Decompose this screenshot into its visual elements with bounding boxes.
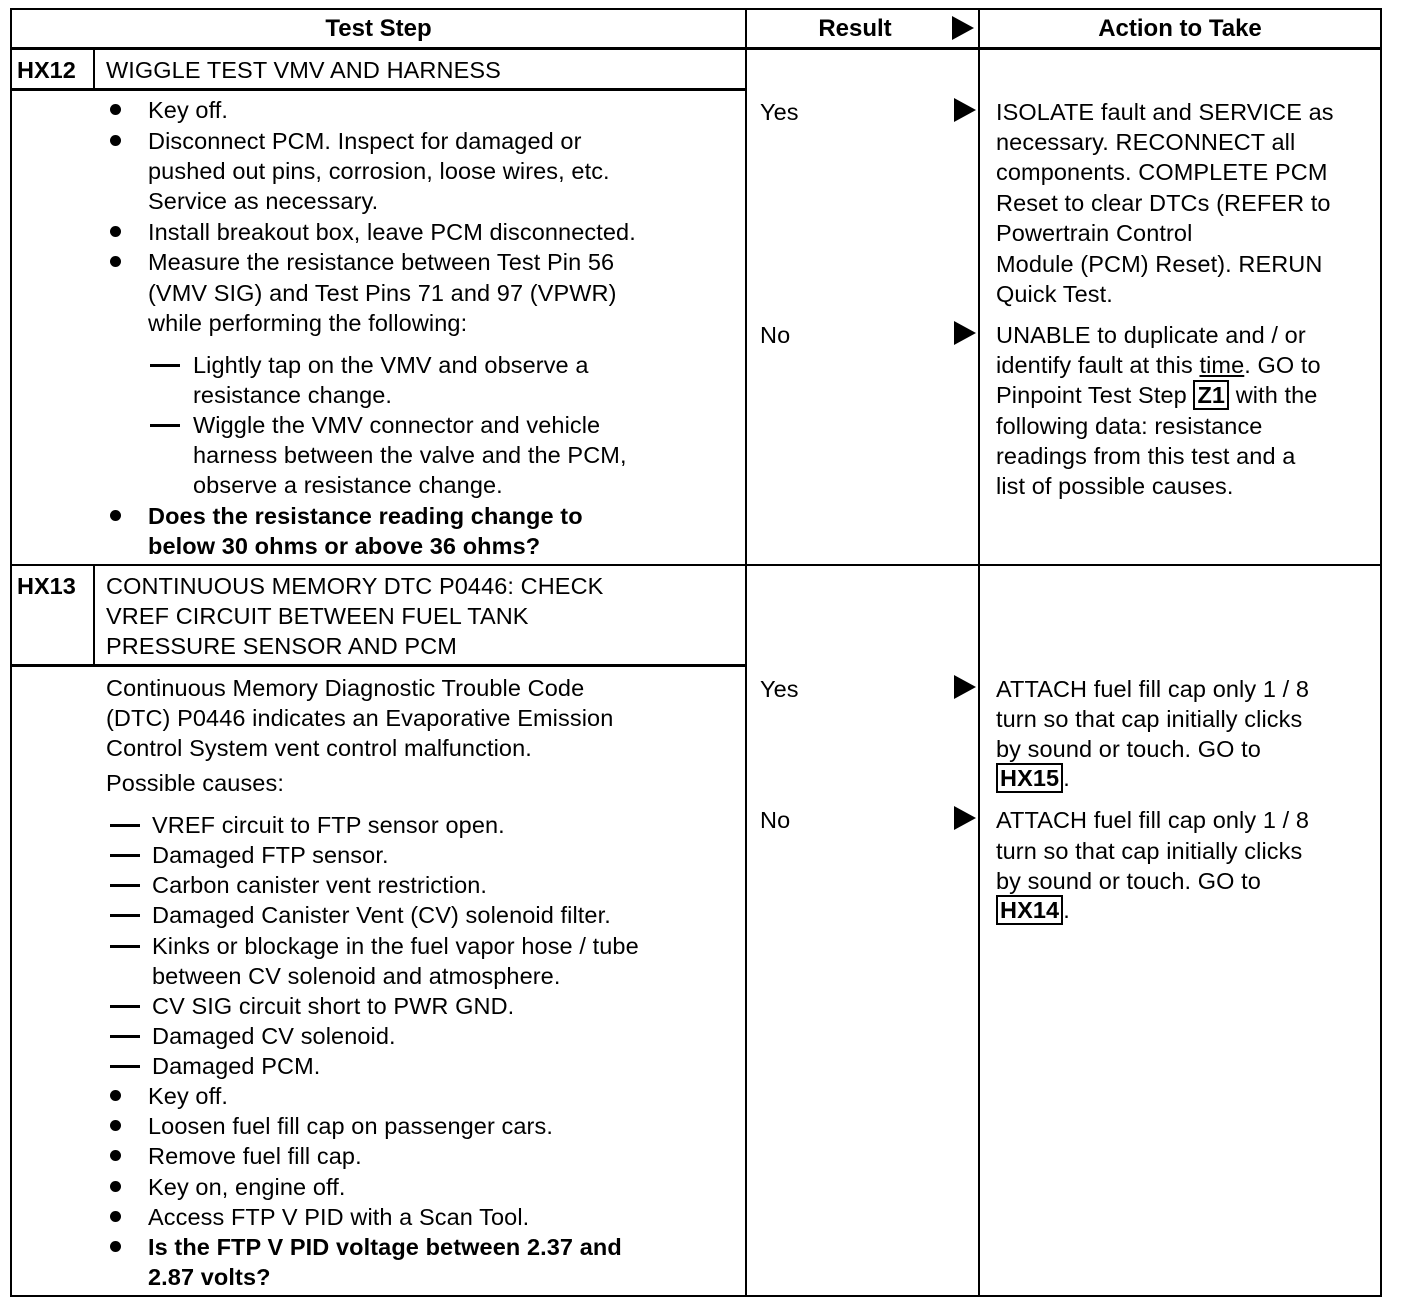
- hx12-action-yes: components. COMPLETE PCM: [996, 159, 1328, 185]
- hx13-question: 2.87 volts?: [148, 1264, 271, 1290]
- step-title-hx12: WIGGLE TEST VMV AND HARNESS: [106, 57, 501, 83]
- header-result: Result: [818, 15, 892, 42]
- hx12-action-yes: ISOLATE fault and SERVICE as: [996, 99, 1334, 125]
- dash-icon: [150, 424, 180, 427]
- step-title-hx13: VREF CIRCUIT BETWEEN FUEL TANK: [106, 603, 529, 629]
- arrow-icon: [954, 321, 976, 345]
- dash-icon: [110, 945, 140, 948]
- step-title-hx13: CONTINUOUS MEMORY DTC P0446: CHECK: [106, 573, 604, 599]
- bullet-icon: [110, 256, 121, 267]
- hx13-result-yes: Yes: [760, 676, 799, 702]
- col-divider-result: [745, 8, 747, 1297]
- hx13-intro: Continuous Memory Diagnostic Trouble Code: [106, 675, 585, 701]
- arrow-icon: [954, 806, 976, 830]
- header-arrow-icon: [952, 16, 974, 40]
- hx12-action-no: readings from this test and a: [996, 443, 1296, 469]
- bullet-icon: [110, 104, 121, 115]
- hx13-action-yes: ATTACH fuel fill cap only 1 / 8: [996, 676, 1310, 702]
- hx13-cause: VREF circuit to FTP sensor open.: [152, 812, 505, 838]
- hx12-action-yes: Powertrain Control: [996, 220, 1193, 246]
- hx13-intro: Control System vent control malfunction.: [106, 735, 532, 761]
- bullet-icon: [110, 1241, 121, 1252]
- hx12-result-no: No: [760, 322, 791, 348]
- hx13-cause: Damaged Canister Vent (CV) solenoid filter.: [152, 902, 611, 928]
- bullet-icon: [110, 1181, 121, 1192]
- step-ref-hx14[interactable]: HX14: [996, 895, 1063, 925]
- hx13-step: Remove fuel fill cap.: [148, 1143, 362, 1169]
- hx12-line: Disconnect PCM. Inspect for damaged or: [148, 128, 582, 154]
- header-action: Action to Take: [1098, 15, 1262, 42]
- hx13-step: Key off.: [148, 1083, 229, 1109]
- table-border-right: [1380, 8, 1382, 1297]
- hx13-action-no: turn so that cap initially clicks: [996, 838, 1303, 864]
- hx13-id-divider: [93, 566, 95, 666]
- hx12-action-no: identify fault at this time. GO to: [996, 352, 1321, 378]
- hx12-action-yes: Module (PCM) Reset). RERUN: [996, 251, 1323, 277]
- hx13-cause: Carbon canister vent restriction.: [152, 872, 488, 898]
- step-ref-hx15[interactable]: HX15: [996, 763, 1063, 793]
- hx13-action-yes: HX15 .: [996, 763, 1070, 793]
- bullet-icon: [110, 510, 121, 521]
- hx12-id-divider: [93, 50, 95, 90]
- hx12-question: Does the resistance reading change to: [148, 503, 583, 529]
- bullet-icon: [110, 1120, 121, 1131]
- hx13-action-no: by sound or touch. GO to: [996, 868, 1261, 894]
- hx13-cause: Kinks or blockage in the fuel vapor hose / tube: [152, 933, 639, 959]
- dash-icon: [110, 1035, 140, 1038]
- hx13-result-no: No: [760, 807, 791, 833]
- dash-icon: [110, 824, 140, 827]
- dash-icon: [110, 914, 140, 917]
- hx13-action-yes: turn so that cap initially clicks: [996, 706, 1303, 732]
- dash-icon: [110, 854, 140, 857]
- hx12-line: Key off.: [148, 97, 229, 123]
- hx13-action-yes: by sound or touch. GO to: [996, 736, 1261, 762]
- hx13-cause: CV SIG circuit short to PWR GND.: [152, 993, 515, 1019]
- step-id-hx12: HX12: [17, 57, 76, 83]
- hx12-result-yes: Yes: [760, 99, 799, 125]
- dash-icon: [110, 1065, 140, 1068]
- hx13-cause: between CV solenoid and atmosphere.: [152, 963, 561, 989]
- bullet-icon: [110, 1211, 121, 1222]
- hx12-action-no: following data: resistance: [996, 413, 1263, 439]
- hx12-action-yes: necessary. RECONNECT all: [996, 129, 1296, 155]
- hx12-line: Lightly tap on the VMV and observe a: [193, 352, 589, 378]
- hx12-action-no: list of possible causes.: [996, 473, 1234, 499]
- hx13-step: Loosen fuel fill cap on passenger cars.: [148, 1113, 553, 1139]
- hx13-cause: Damaged FTP sensor.: [152, 842, 389, 868]
- hx12-action-yes: Quick Test.: [996, 281, 1113, 307]
- hx12-action-yes: Reset to clear DTCs (REFER to: [996, 190, 1331, 216]
- hx13-intro: (DTC) P0446 indicates an Evaporative Emission: [106, 705, 614, 731]
- hx13-action-no: ATTACH fuel fill cap only 1 / 8: [996, 807, 1310, 833]
- hx12-line: Wiggle the VMV connector and vehicle: [193, 412, 601, 438]
- table-border-bottom: [10, 1295, 1382, 1297]
- hx12-line: while performing the following:: [148, 310, 468, 336]
- hx12-line: (VMV SIG) and Test Pins 71 and 97 (VPWR): [148, 280, 617, 306]
- row-rule-hx13: [10, 564, 1382, 566]
- dash-icon: [150, 364, 180, 367]
- hx12-title-rule: [10, 88, 747, 91]
- table-border-top: [10, 8, 1382, 10]
- hx12-line: observe a resistance change.: [193, 472, 503, 498]
- dash-icon: [110, 1005, 140, 1008]
- hx13-action-no: HX14 .: [996, 895, 1070, 925]
- col-divider-action: [978, 8, 980, 1297]
- bullet-icon: [110, 226, 121, 237]
- hx12-line: resistance change.: [193, 382, 393, 408]
- step-title-hx13: PRESSURE SENSOR AND PCM: [106, 633, 457, 659]
- arrow-icon: [954, 675, 976, 699]
- hx12-line: Install breakout box, leave PCM disconnected.: [148, 219, 636, 245]
- hx12-line: pushed out pins, corrosion, loose wires, etc.: [148, 158, 610, 184]
- bullet-icon: [110, 1090, 121, 1101]
- hx12-line: Service as necessary.: [148, 188, 379, 214]
- hx13-title-rule: [10, 664, 747, 667]
- arrow-icon: [954, 98, 976, 122]
- hx13-step: Access FTP V PID with a Scan Tool.: [148, 1204, 530, 1230]
- header-test-step: Test Step: [325, 15, 432, 42]
- hx12-line: harness between the valve and the PCM,: [193, 442, 627, 468]
- hx13-cause: Damaged PCM.: [152, 1053, 321, 1079]
- hx13-question: Is the FTP V PID voltage between 2.37 and: [148, 1234, 622, 1260]
- hx12-action-no: Pinpoint Test Step Z1 with the: [996, 382, 1318, 408]
- hx13-cause: Damaged CV solenoid.: [152, 1023, 396, 1049]
- bullet-icon: [110, 1150, 121, 1161]
- header-rule: [10, 47, 1382, 50]
- bullet-icon: [110, 135, 121, 146]
- hx12-line: Measure the resistance between Test Pin 56: [148, 249, 615, 275]
- hx13-step: Key on, engine off.: [148, 1174, 346, 1200]
- step-id-hx13: HX13: [17, 573, 76, 599]
- step-ref-z1[interactable]: Z1: [1193, 380, 1229, 410]
- hx13-possible-causes-label: Possible causes:: [106, 770, 284, 796]
- dash-icon: [110, 884, 140, 887]
- hx12-question: below 30 ohms or above 36 ohms?: [148, 533, 541, 559]
- hx12-action-no: UNABLE to duplicate and / or: [996, 322, 1306, 348]
- table-border-left: [10, 8, 12, 1297]
